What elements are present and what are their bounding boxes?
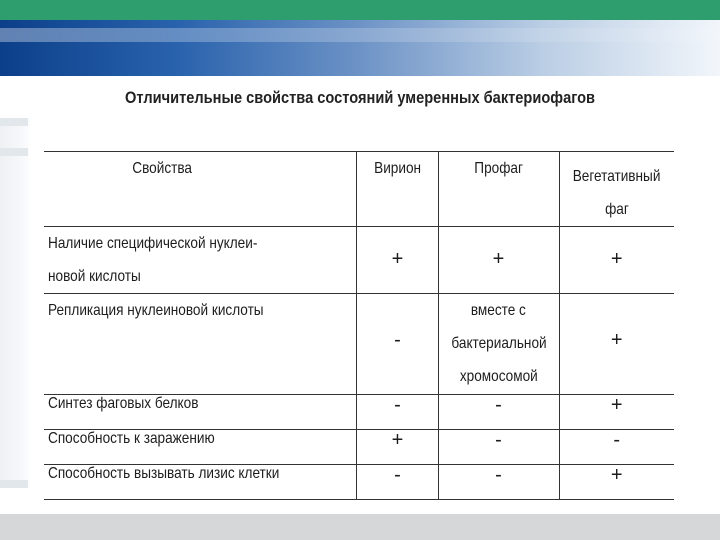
cell-vegetative: +	[559, 395, 674, 430]
table-row	[44, 294, 674, 395]
cell-virion: +	[357, 430, 438, 465]
cell-virion: -	[357, 465, 438, 500]
cell-prophage: -	[438, 430, 559, 465]
header-vegetative-phage: Вегетативный фаг	[559, 152, 674, 227]
cell-vegetative: -	[559, 430, 674, 465]
header-virion: Вирион	[357, 152, 438, 227]
deco-stripe	[0, 480, 28, 488]
deco-stripe	[0, 148, 28, 156]
cell-prophage: вместе с бактериальной хромосомой	[438, 294, 559, 395]
cell-prophage: +	[438, 227, 559, 294]
row-property: Способность вызывать лизис клетки	[44, 465, 357, 500]
cell-vegetative: +	[559, 465, 674, 500]
header-prophage: Профаг	[438, 152, 559, 227]
deco-stripe	[0, 118, 28, 126]
cell-virion: +	[357, 227, 438, 294]
header-gradient-band	[0, 20, 720, 76]
properties-table	[44, 151, 674, 500]
top-green-bar	[0, 0, 720, 20]
table-header-row	[44, 152, 674, 227]
cell-prophage: -	[438, 395, 559, 430]
row-property: Репликация нуклеиновой кислоты	[44, 294, 357, 395]
cell-virion: -	[357, 395, 438, 430]
cell-vegetative: +	[559, 227, 674, 294]
slide-title: Отличительные свойства состояний умеренных бактериофагов	[124, 88, 596, 107]
table-row	[44, 430, 674, 465]
row-property: Наличие специфической нуклеи- новой кислоты	[44, 227, 357, 294]
table-row	[44, 395, 674, 430]
left-decoration	[0, 118, 32, 488]
table-row	[44, 227, 674, 294]
table-row	[44, 465, 674, 500]
row-property: Синтез фаговых белков	[44, 395, 357, 430]
cell-vegetative: +	[559, 294, 674, 395]
bottom-gray-bar	[0, 514, 720, 540]
cell-prophage: -	[438, 465, 559, 500]
row-property: Способность к заражению	[44, 430, 357, 465]
cell-virion: -	[357, 294, 438, 395]
header-properties: Свойства	[44, 152, 357, 227]
